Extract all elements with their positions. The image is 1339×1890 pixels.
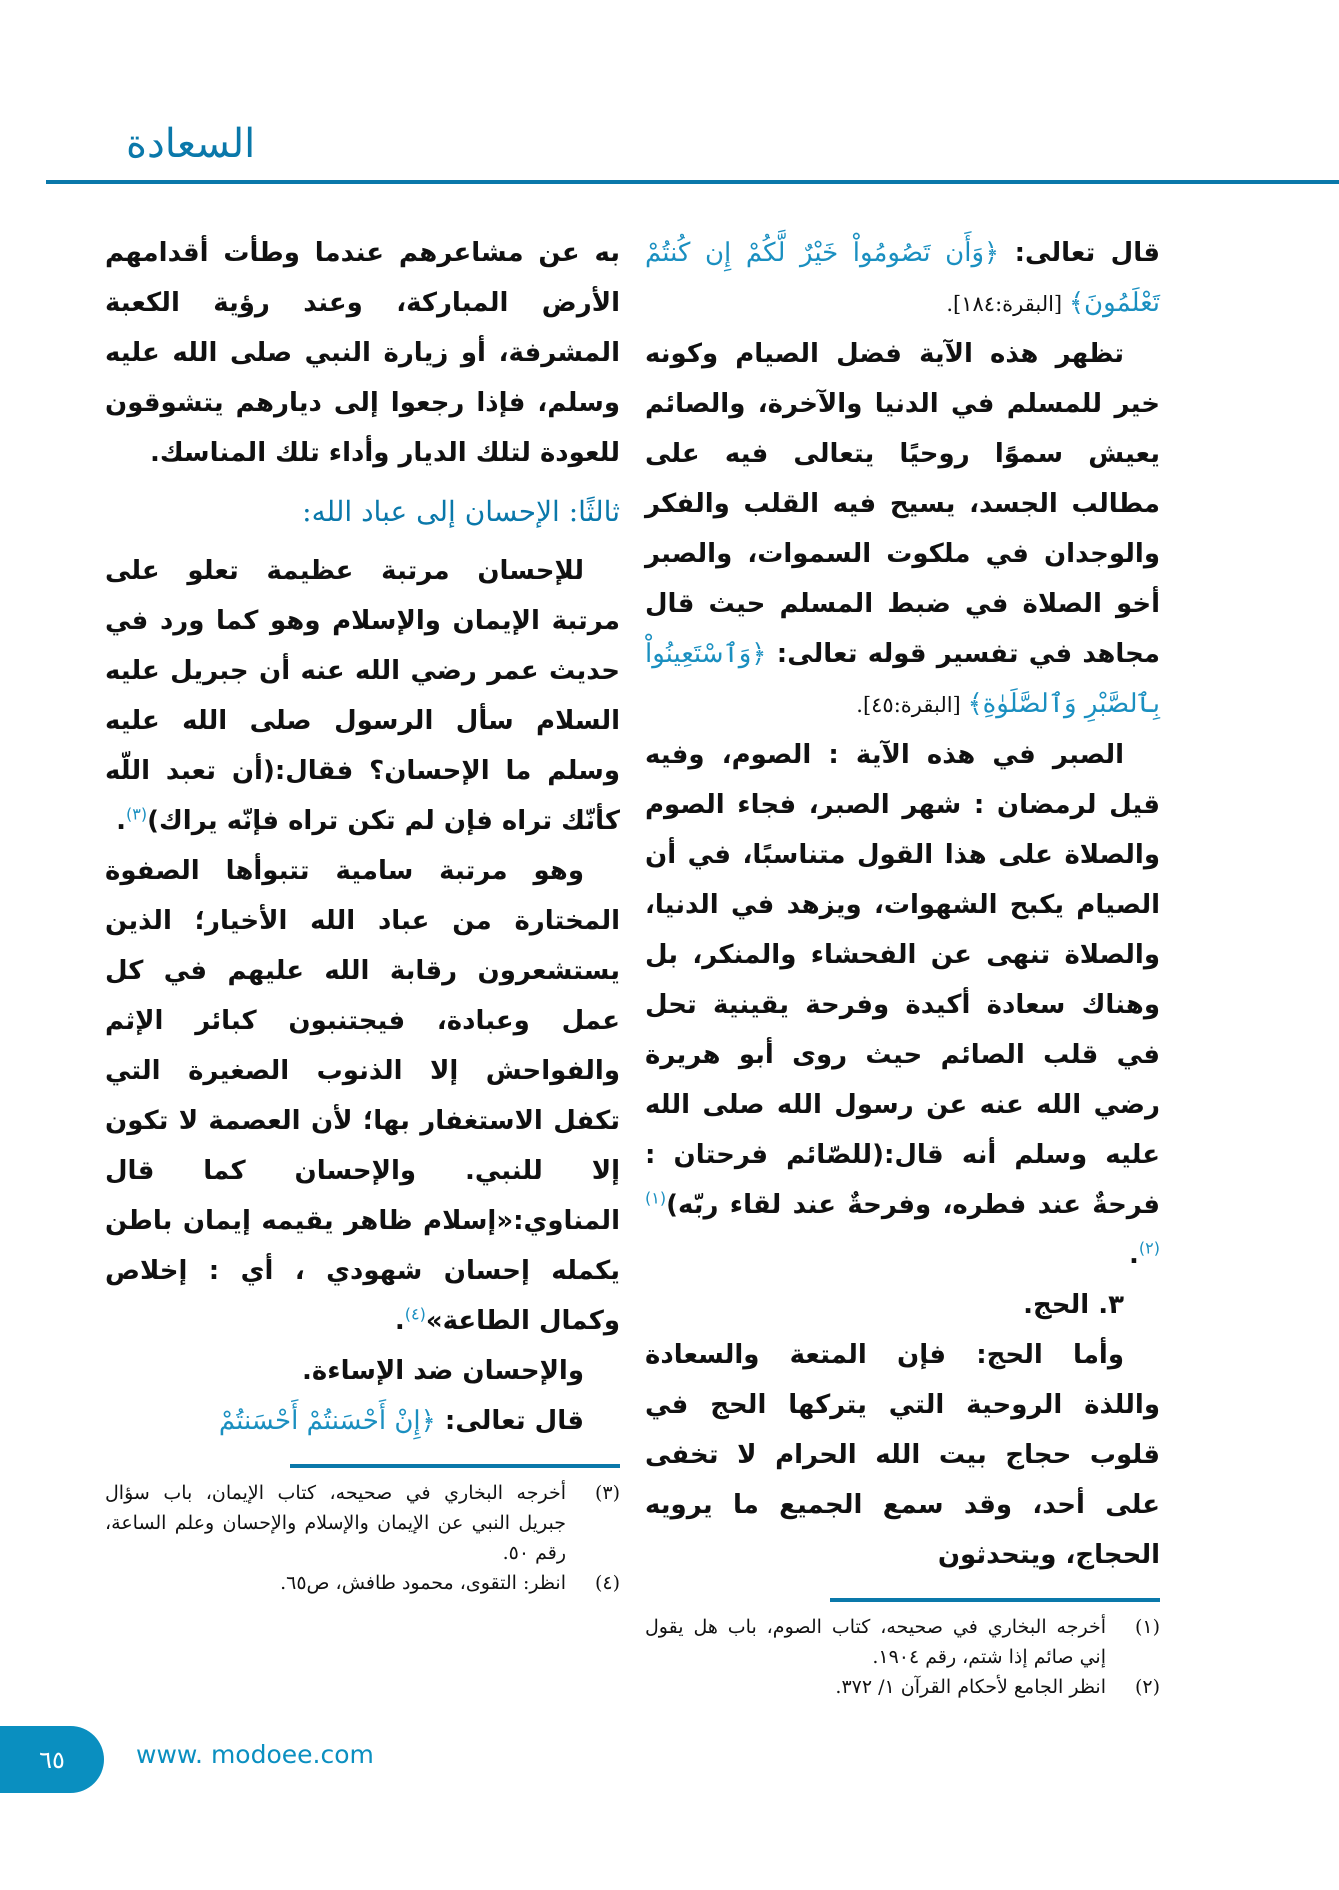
quran-verse: ﴿وَٱسْتَعِينُواْ بِٱلصَّبْرِ وَٱلصَّلَوٰةِ﴾: [645, 639, 1160, 719]
paragraph-end: .: [116, 806, 126, 836]
footnote-item: [105, 1568, 620, 1598]
heading-hajj: ٣. الحج.: [1023, 1290, 1124, 1320]
footnotes-right: [645, 1612, 1160, 1702]
page-number-badge: [0, 1726, 104, 1793]
paragraph-fasting-virtue: [645, 329, 1160, 730]
verse-reference: [البقرة:٤٥].: [856, 693, 968, 717]
paragraph-end: .: [394, 1306, 405, 1336]
footnote-number: (٣): [594, 1482, 620, 1504]
verse-reference: [البقرة:١٨٤].: [946, 292, 1069, 316]
section-heading: ثالثًا: الإحسان إلى عباد الله:: [302, 495, 620, 528]
footnote-number: (٤): [594, 1572, 620, 1594]
footnote-rule: [830, 1598, 1160, 1602]
paragraph-text: تظهر هذه الآية فضل الصيام وكونه خير للمسلم في الدنيا والآخرة، والصائم يعيش سموًا روحيًا يتعالى فيه على مطالب الجسد، يسيح فيه القلب والفكر والوجدان في ملكوت السموات، والصبر أخو الصلاة في ضبط المسلم حيث قال مجاهد في تفسير قوله تعالى:: [645, 339, 1160, 669]
paragraph-patience: [645, 730, 1160, 1280]
paragraph-text: وهو مرتبة سامية تتبوأها الصفوة المختارة من عباد الله الأخيار؛ الذين يستشعرون رقابة الله عليهم في كل عمل وعبادة، فيجتنبون كبائر الإثم والفواحش إلا الذنوب الصغيرة التي تكفل الاستغفار بها؛ لأن العصمة لا تكون إلا للنبي. والإحسان كما قال المناوي:«إسلام ظاهر يقيمه إيمان باطن يكمله إحسان شهودي ، أي : إخلاص وكمال الطاعة»: [105, 856, 620, 1336]
footnote-text: أخرجه البخاري في صحيحه، كتاب الصوم، باب هل يقول إني صائم إذا شتم، رقم ١٩٠٤.: [645, 1616, 1106, 1668]
footnote-number: (٢): [1134, 1676, 1160, 1698]
footnote-text: أخرجه البخاري في صحيحه، كتاب الإيمان، باب سؤال جبريل النبي عن الإيمان والإسلام والإحسان وعلم الساعة، رقم ٥٠.: [105, 1482, 566, 1564]
paragraph-verse-ihsan: [105, 1396, 620, 1446]
paragraph-ihsan-rank: [105, 846, 620, 1346]
footnote-marker[interactable]: (٤): [404, 1304, 426, 1324]
quran-verse: ﴿وَأَن تَصُومُواْ خَيْرٌ لَّكُمْ إِن كُنتُمْ تَعْلَمُونَ﴾: [645, 238, 1160, 318]
footnote-marker[interactable]: (١)(٢): [645, 1188, 1160, 1258]
page-number: ٦٥: [39, 1745, 65, 1774]
footnote-item: [645, 1612, 1160, 1672]
footnote-item: [105, 1478, 620, 1568]
paragraph-hajj: وأما الحج: فإن المتعة والسعادة واللذة الروحية التي يتركها الحج في قلوب حجاج بيت الله الحرام لا تخفى على أحد، وقد سمع الجميع ما يرويه الحجاج، ويتحدثون: [645, 1340, 1160, 1570]
footnotes-left: [105, 1478, 620, 1598]
verse-intro: قال تعالى:: [435, 1406, 584, 1436]
paragraph-verse-fasting: [645, 228, 1160, 329]
paragraph-ihsan-opposite: والإحسان ضد الإساءة.: [302, 1356, 584, 1386]
footnote-text: انظر: التقوى، محمود طافش، ص٦٥.: [280, 1572, 566, 1594]
paragraph-end: .: [1129, 1240, 1139, 1270]
page-footer: [0, 1726, 1339, 1816]
website-link[interactable]: www. modoee.com: [136, 1740, 374, 1769]
footnote-item: [645, 1672, 1160, 1702]
footnote-number: (١): [1134, 1616, 1160, 1638]
left-column: [105, 228, 620, 1598]
footnote-rule: [290, 1464, 620, 1468]
footnote-marker[interactable]: (٣): [126, 804, 148, 824]
quran-verse: ﴿إِنْ أَحْسَنتُمْ أَحْسَنتُمْ: [218, 1406, 436, 1436]
running-header-title: السعادة: [126, 121, 256, 167]
paragraph-text: للإحسان مرتبة عظيمة تعلو على مرتبة الإيمان والإسلام وهو كما ورد في حديث عمر رضي الله عنه أن جبريل عليه السلام سأل الرسول صلى الله عليه وسلم ما الإحسان؟ فقال:(أن تعبد اللّه كأنّك تراه فإن لم تكن تراه فإنّه يراك): [105, 556, 620, 836]
running-header: [0, 0, 1339, 188]
verse-intro: قال تعالى:: [999, 238, 1161, 268]
paragraph-ihsan: [105, 546, 620, 846]
footnote-text: انظر الجامع لأحكام القرآن ١/ ٣٧٢.: [835, 1676, 1106, 1698]
paragraph-hajj-continued: به عن مشاعرهم عندما وطأت أقدامهم الأرض المباركة، وعند رؤية الكعبة المشرفة، أو زيارة النبي صلى الله عليه وسلم، فإذا رجعوا إلى ديارهم يتشوقون للعودة لتلك الديار وأداء تلك المناسك.: [105, 238, 620, 468]
right-column: [645, 228, 1160, 1702]
two-column-body: [0, 188, 1339, 1702]
header-rule: [46, 180, 1339, 184]
paragraph-text: الصبر في هذه الآية : الصوم، وفيه قيل لرمضان : شهر الصبر، فجاء الصوم والصلاة على هذا القول متناسبًا، في أن الصيام يكبح الشهوات، ويزهد في الدنيا، والصلاة تنهى عن الفحشاء والمنكر، بل وهناك سعادة أكيدة وفرحة يقينية تحل في قلب الصائم حيث روى أبو هريرة رضي الله عنه عن رسول الله صلى الله عليه وسلم أنه قال:(للصّائم فرحتان : فرحةٌ عند فطره، وفرحةٌ عند لقاء ربّه): [645, 740, 1160, 1220]
